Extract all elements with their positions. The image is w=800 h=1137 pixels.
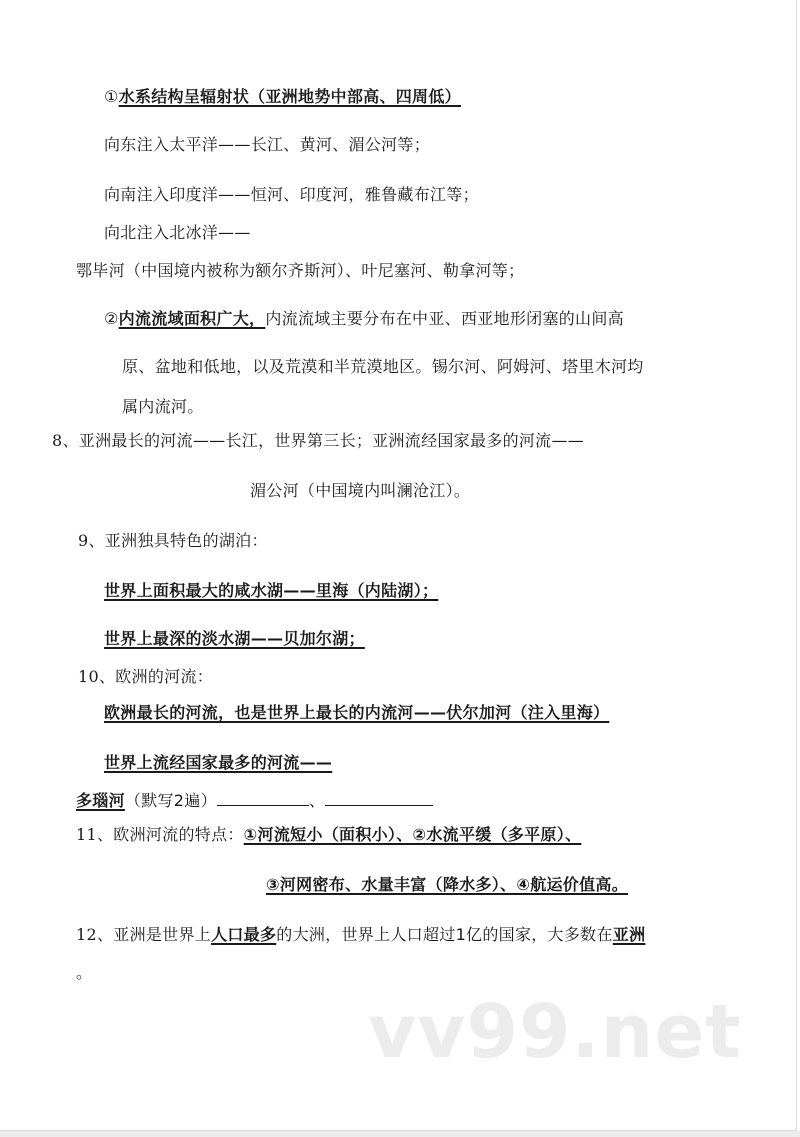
most-populous-highlight: 人口最多 [211,925,277,944]
item-text: 、亚洲最长的河流——长江，世界第三长；亚洲流经国家最多的河流—— [62,431,585,450]
line-baikal: 世界上最深的淡水湖——贝加尔湖； [104,629,365,648]
item-10 [78,666,213,688]
line-volga: 欧洲最长的河流，也是世界上最长的内流河——伏尔加河（注入里海） [104,703,610,722]
item-number: 9 [78,531,89,550]
line-danube-heading: 世界上流经国家最多的河流—— [104,753,333,772]
line-pacific-rivers: 向东注入太平洋——长江、黄河、湄公河等； [104,135,431,154]
item-12 [76,924,645,946]
line-danube-dictation [76,790,433,812]
circled-number-2: ② [104,309,119,328]
line-period: 。 [76,963,93,982]
item-number: 12 [76,925,97,944]
item-11 [76,824,581,846]
heading-radial-drainage [104,86,461,108]
circled-number-1: ① [104,87,119,106]
item-number: 8 [52,431,63,450]
heading-inland-drainage [104,308,624,330]
features-part-1: ①河流短小（面积小）、②水流平缓（多平原）、 [243,825,582,844]
blank-input-1[interactable] [217,791,309,806]
blank-separator: 、 [308,791,326,810]
line-inland-end: 属内流河。 [122,397,204,416]
line-arctic-rivers: 鄂毕河（中国境内被称为额尔齐斯河）、叶尼塞河、勒拿河等； [76,261,525,280]
heading-text: 水系结构呈辐射状（亚洲地势中部高、四周低） [118,87,461,106]
item-text-a: 、亚洲是世界上 [96,925,212,944]
page-bottom-edge [0,1131,800,1137]
asia-highlight: 亚洲 [612,925,646,944]
item-8 [52,430,584,452]
line-inland-continued: 原、盆地和低地，以及荒漠和半荒漠地区。锡尔河、阿姆河、塔里木河均 [122,357,644,376]
item-text: 、亚洲独具特色的湖泊： [88,531,268,550]
item-text-b: 的大洲，世界上人口超过1亿的国家，大多数在 [276,925,613,944]
line-caspian-sea: 世界上面积最大的咸水湖——里海（内陆湖）； [104,581,439,600]
item-text: 、欧洲的河流： [98,667,214,686]
line-mekong: 湄公河（中国境内叫澜沧江）。 [250,481,471,500]
inland-heading-bold: 内流流域面积广大， [118,309,266,328]
item-9 [78,530,268,552]
dictation-note: （默写2遍） [124,791,217,810]
blank-input-2[interactable] [325,791,433,806]
danube-name: 多瑙河 [76,791,125,810]
item-number: 11 [76,825,97,844]
inland-heading-text: 内流流域主要分布在中亚、西亚地形闭塞的山间高 [265,309,624,328]
item-number: 10 [78,667,99,686]
item-text: 、欧洲河流的特点： [96,825,244,844]
line-indian-rivers: 向南注入印度洋——恒河、印度河，雅鲁藏布江等； [104,185,479,204]
watermark: vv99.net [368,989,742,1075]
features-part-2: ③河网密布、水量丰富（降水多）、④航运价值高。 [266,875,628,894]
line-arctic-heading: 向北注入北冰洋—— [104,223,251,242]
